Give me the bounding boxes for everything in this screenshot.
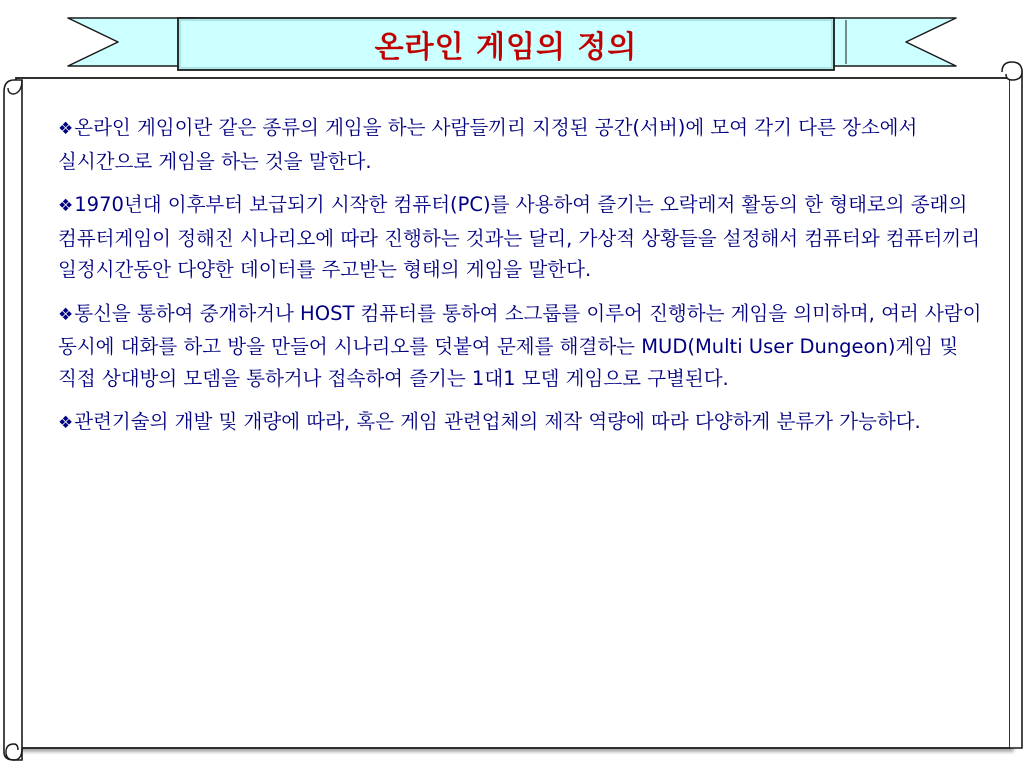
content-area [58,112,988,452]
ribbon-right-tail [828,18,956,66]
ribbon-left-tail [68,18,195,66]
paragraph-text: 1970년대 이후부터 보급되기 시작한 컴퓨터(PC)를 사용하여 즐기는 오락레저 활동의 한 형태로의 종래의 컴퓨터게임이 정해진 시나리오에 따라 진행하는 것과는 달리, 가상적 상황들을 설정해서 컴퓨터와 컴퓨터끼리 일정시간동안 다양한 데이터를 주고받는 형태의 게임을 말한다. [58,193,981,281]
paragraph-3 [58,298,988,395]
diamond-bullet-icon: ❖ [58,304,74,325]
paragraph-text: 관련기술의 개발 및 개량에 따라, 혹은 게임 관련업체의 제작 역량에 따라 다양하게 분류가 가능하다. [74,410,921,433]
page-title: 온라인 게임의 정의 [374,30,638,65]
diamond-bullet-icon: ❖ [58,413,74,433]
paragraph-4 [58,406,988,440]
diamond-bullet-icon: ❖ [58,119,74,139]
diamond-bullet-icon: ❖ [58,196,74,216]
paragraph-1 [58,112,988,177]
paragraph-2 [58,189,988,286]
scroll-left-curl [4,80,22,760]
paragraph-text: 통신을 통하여 중개하거나 HOST 컴퓨터를 통하여 소그룹를 이루어 진행하는 게임을 의미하며, 여러 사람이 동시에 대화를 하고 방을 만들어 시나리오를 덧붙여 문제를 해결하는 MUD(Multi User Dungeon)게임 및 직접 상대방의 모뎀을 통하거나 접속하여 즐기는 1대1 모뎀 게임으로 구별된다. [58,301,982,390]
title-banner [178,18,834,70]
paragraph-text: 온라인 게임이란 같은 종류의 게임을 하는 사람들끼리 지정된 공간(서버)에 모여 각기 다른 장소에서 실시간으로 게임을 하는 것을 말한다. [58,116,918,173]
